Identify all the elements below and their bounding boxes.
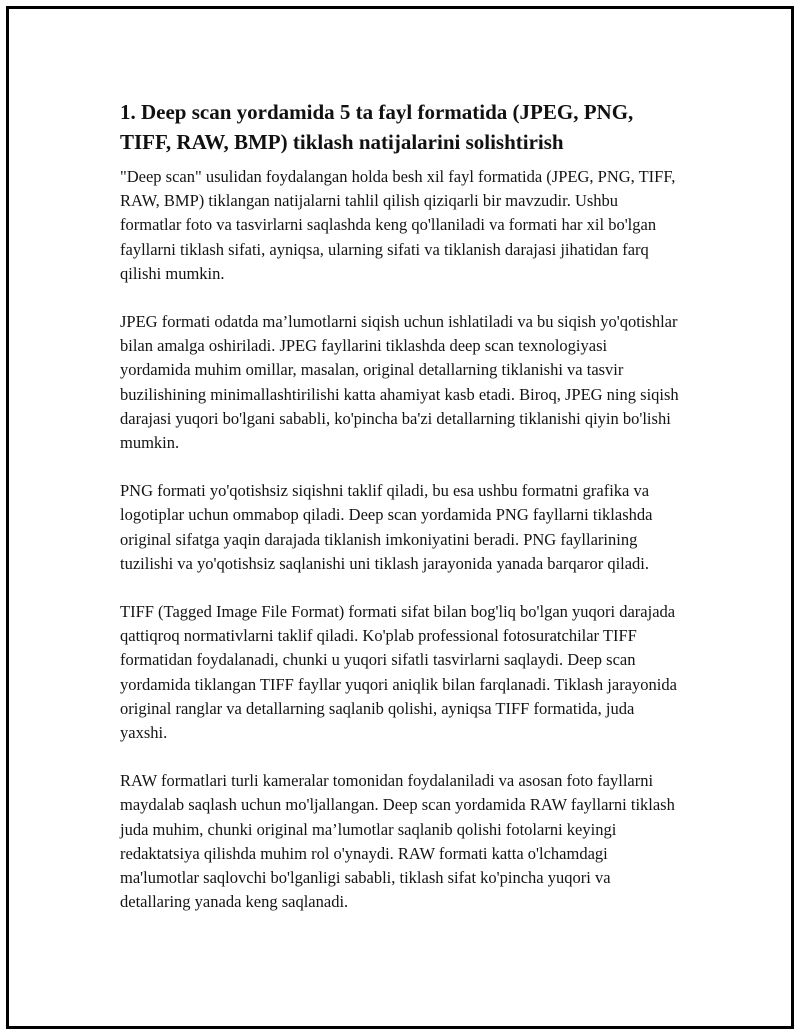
paragraph-raw: RAW formatlari turli kameralar tomonidan foydalaniladi va asosan foto fayllarni maydalab saqlash uchun mo'ljallangan. Deep scan yordamida RAW fayllarni tiklash juda muhim, chunki original ma’lumotlar saqlanib qolishi fotolarni keyingi redaktatsiya qilishda muhim rol o'ynaydi. RAW formati katta o'lchamdagi ma'lumotlar saqlovchi bo'lganligi sababli, tiklash sifat ko'pincha yuqori va detallaring yanada keng saqlanadi.	[120, 771, 675, 912]
section-heading: 1. Deep scan yordamida 5 ta fayl formatida (JPEG, PNG, TIFF, RAW, BMP) tiklash natijalarini solishtirish	[120, 100, 634, 154]
document-content	[120, 97, 680, 938]
paragraph-png: PNG formati yo'qotishsiz siqishni taklif qiladi, bu esa ushbu formatni grafika va logotiplar uchun ommabop qiladi. Deep scan yordamida PNG fayllarni tiklashda original sifatga yaqin darajada tiklanish imkoniyatini beradi. PNG fayllarining tuzilishi va yo'qotishsiz saqlanishi uni tiklash jarayonida yanada barqaror qiladi.	[120, 481, 653, 573]
paragraph-intro: "Deep scan" usulidan foydalangan holda besh xil fayl formatida (JPEG, PNG, TIFF, RAW, BMP) tiklangan natijalarni tahlil qilish qiziqarli bir mavzudir. Ushbu formatlar foto va tasvirlarni saqlashda keng qo'llaniladi va formati har xil bo'lgan fayllarni tiklash sifati, ayniqsa, ularning sifati va tiklanish darajasi jihatidan farq qilishi mumkin.	[120, 167, 676, 283]
paragraph-jpeg: JPEG formati odatda ma’lumotlarni siqish uchun ishlatiladi va bu siqish yo'qotishlar bilan amalga oshiriladi. JPEG fayllarini tiklashda deep scan texnologiyasi yordamida muhim omillar, masalan, original detallarning tiklanishi va tasvir buzilishining minimallashtirilishi katta ahamiyat kasb etadi. Biroq, JPEG ning siqish darajasi yuqori bo'lgani sababli, ko'pincha ba'zi detallarning tiklanishi qiyin bo'lishi mumkin.	[120, 312, 679, 453]
document-page	[6, 6, 794, 1029]
paragraph-tiff: TIFF (Tagged Image File Format) formati sifat bilan bog'liq bo'lgan yuqori darajada qattiqroq normativlarni taklif qiladi. Ko'plab professional fotosuratchilar TIFF formatidan foydalanadi, chunki u yuqori sifatli tasvirlarni saqlaydi. Deep scan yordamida tiklangan TIFF fayllar yuqori aniqlik bilan farqlanadi. Tiklash jarayonida original ranglar va detallarning saqlanib qolishi, ayniqsa TIFF formatida, juda yaxshi.	[120, 602, 677, 743]
